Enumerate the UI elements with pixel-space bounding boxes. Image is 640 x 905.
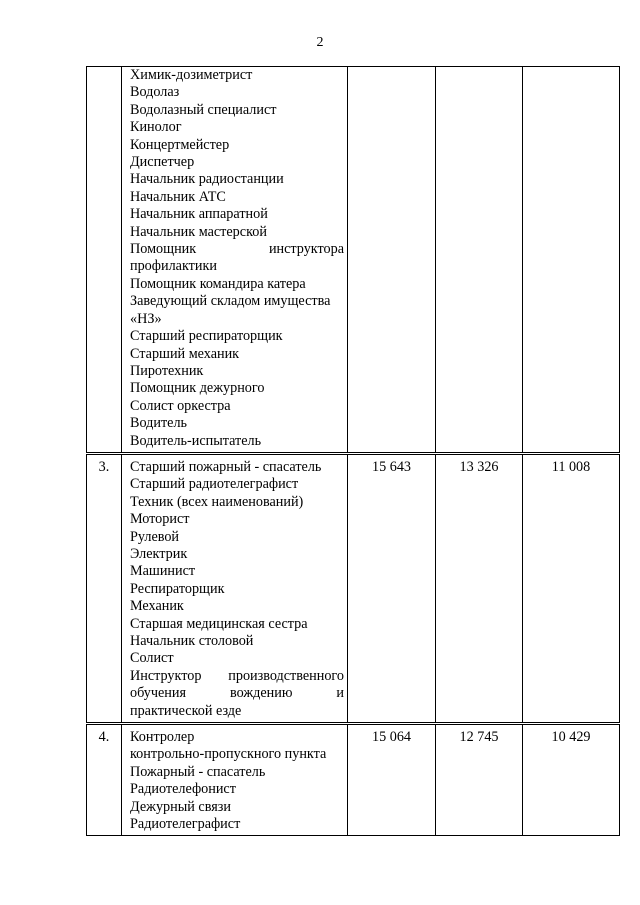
table-row: [87, 453, 620, 723]
rate-value-2: 12 745: [436, 724, 523, 836]
table-row: [87, 724, 620, 836]
position-name: Начальник аппаратной: [130, 206, 268, 223]
position-name: Концертмейстер: [130, 136, 230, 153]
position-name: Рулевой: [130, 528, 180, 545]
position-name: Помощник инструктора: [130, 241, 344, 258]
row-number: 3.: [87, 453, 122, 723]
salary-table: [86, 66, 620, 836]
position-name: Заведующий складом имущества: [130, 293, 331, 310]
position-name: Старшая медицинская сестра: [130, 615, 308, 632]
position-name: Пиротехник: [130, 362, 204, 379]
position-name: Инструктор производственного: [130, 667, 344, 684]
position-name: Водолаз: [130, 84, 180, 101]
position-name: профилактики: [130, 258, 217, 275]
position-name: Старший респираторщик: [130, 328, 283, 345]
position-name: Солист оркестра: [130, 397, 231, 414]
position-name: Моторист: [130, 511, 190, 528]
position-name: Радиотелефонист: [130, 781, 236, 798]
position-name: Помощник командира катера: [130, 275, 306, 292]
position-name: Респираторщик: [130, 580, 225, 597]
row-number: 4.: [87, 724, 122, 836]
rate-value-1: 15 064: [348, 724, 436, 836]
position-name: Начальник мастерской: [130, 223, 267, 240]
position-name: Начальник АТС: [130, 188, 226, 205]
position-name: практической езде: [130, 702, 242, 719]
rate-value-2: 13 326: [436, 453, 523, 723]
position-name: Водитель-испытатель: [130, 432, 262, 449]
position-name: Радиотелеграфист: [130, 816, 241, 833]
rate-value-3: [523, 67, 620, 454]
position-name: Начальник радиостанции: [130, 171, 284, 188]
position-name: Кинолог: [130, 119, 182, 136]
position-name: Начальник столовой: [130, 633, 254, 649]
position-name: Контролер: [130, 729, 195, 746]
position-name: Помощник дежурного: [130, 380, 265, 397]
position-name: контрольно-пропускного пункта: [130, 746, 327, 763]
position-name: «НЗ»: [130, 310, 162, 327]
position-list: [122, 67, 348, 454]
position-name: Солист: [130, 650, 174, 667]
rate-value-2: [436, 67, 523, 454]
page-number: 2: [316, 35, 324, 50]
row-number: [87, 67, 122, 454]
position-name: Механик: [130, 598, 184, 615]
position-list: [122, 724, 348, 836]
rate-value-1: [348, 67, 436, 454]
position-name: Машинист: [130, 563, 196, 580]
rate-value-3: 11 008: [523, 453, 620, 723]
position-name: Электрик: [130, 545, 188, 562]
position-name: Водолазный специалист: [130, 101, 277, 118]
position-name: Старший пожарный - спасатель: [130, 458, 322, 475]
position-name: Старший радиотелеграфист: [130, 476, 299, 493]
position-name: Водитель: [130, 415, 188, 432]
position-name: Химик-дозиметрист: [130, 67, 253, 83]
rate-value-1: 15 643: [348, 453, 436, 723]
position-name: Техник (всех наименований): [130, 493, 304, 510]
rate-value-3: 10 429: [523, 724, 620, 836]
position-list: [122, 453, 348, 723]
position-name: Диспетчер: [130, 154, 195, 171]
position-name: обучения вождению и: [130, 685, 344, 702]
table-row: [87, 67, 620, 454]
position-name: Дежурный связи: [130, 798, 231, 815]
position-name: Старший механик: [130, 345, 240, 362]
position-name: Пожарный - спасатель: [130, 763, 266, 780]
